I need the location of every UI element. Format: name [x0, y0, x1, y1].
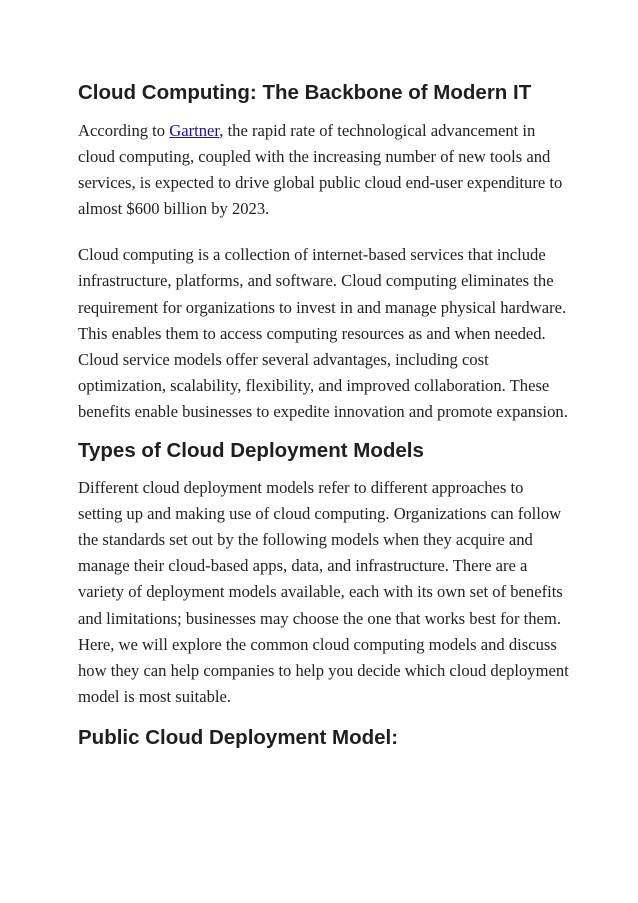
paragraph-deployment-overview: Different cloud deployment models refer to different approaches to setting up and making use of cloud computing. Organizations can follow the standards set out by the following models when they acquire and manage their cloud-based apps, data, and infrastructure. There are a variety of deployment models available, each with its own set of benefits and limitations; businesses may choose the one that works best for them. Here, we will explore the common cloud computing models and discuss how they can help companies to help you decide which cloud deployment model is most suitable. — [78, 478, 569, 706]
section-heading-public-cloud: Public Cloud Deployment Model: — [78, 725, 399, 749]
paragraph-text: , the rapid rate of technological advancement in cloud computing, coupled with the increasing number of new tools and services, is expected to drive global public cloud end-user expenditure to almost $600 billion by 2023. — [78, 121, 563, 219]
paragraph-gartner-forecast — [78, 118, 570, 222]
section-heading-deployment-models: Types of Cloud Deployment Models — [78, 439, 424, 463]
paragraph-text: According to — [78, 121, 170, 140]
paragraph-cloud-definition: Cloud computing is a collection of internet-based services that include infrastructure, platforms, and software. Cloud computing eliminates the requirement for organizations to invest in and manage physical hardware. This enables them to access computing resources as and when needed. Cloud service models offer several advantages, including cost optimization, scalability, flexibility, and improved collaboration. These benefits enable businesses to expedite innovation and promote expansion. — [78, 245, 568, 421]
section-heading-cloud-computing: Cloud Computing: The Backbone of Modern IT — [78, 81, 532, 104]
article-body — [78, 79, 570, 752]
gartner-link[interactable]: Gartner — [169, 121, 220, 140]
